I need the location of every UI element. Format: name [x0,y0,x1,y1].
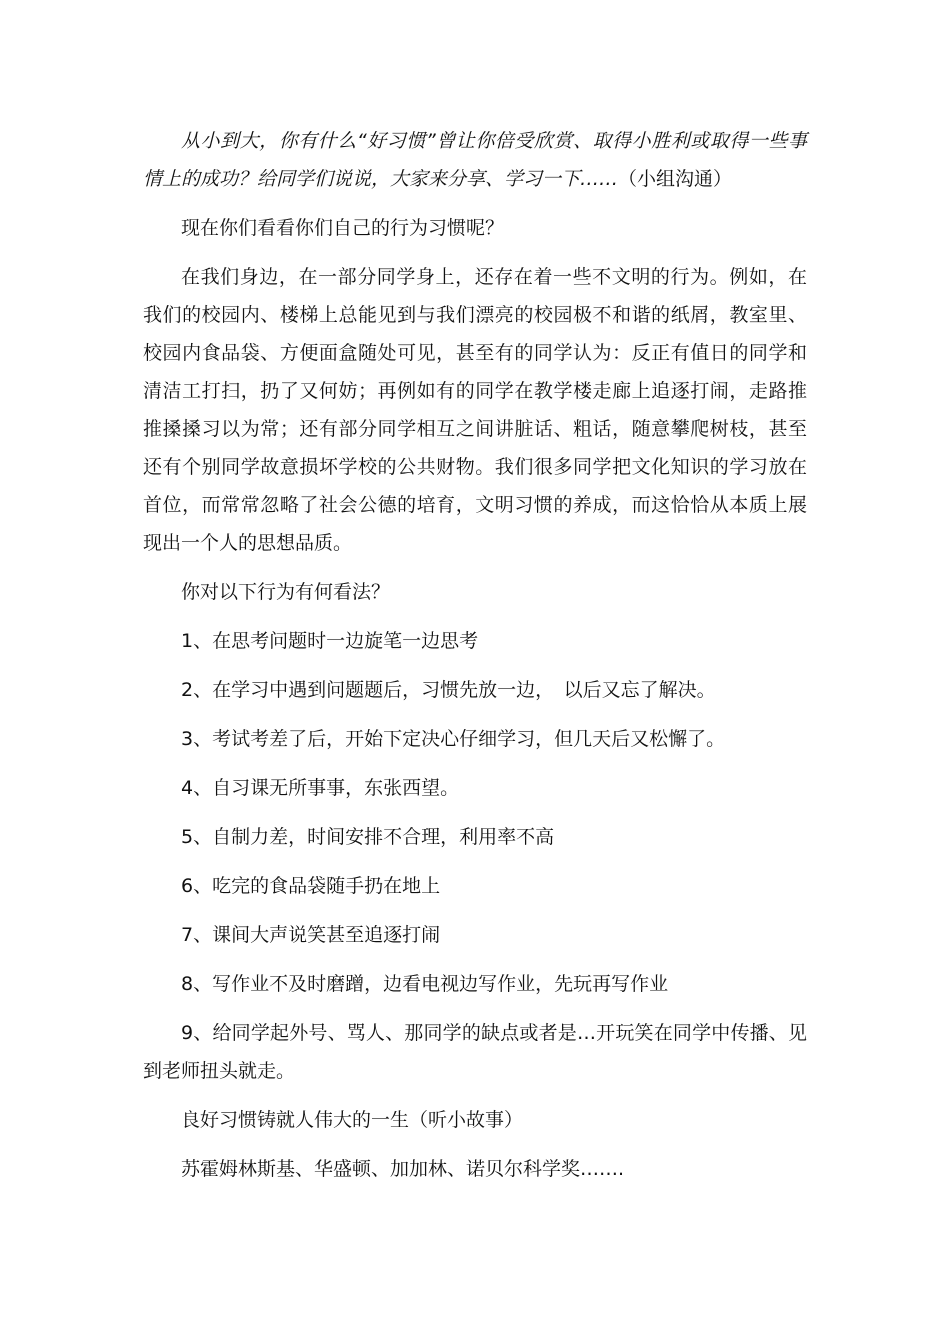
list-item: 7、课间大声说笑甚至追逐打闹 [181,924,441,946]
question-paragraph: 现在你们看看你们自己的行为习惯呢？ [181,217,505,239]
list-item: 1、在思考问题时一边旋笔一边思考 [181,630,479,652]
document-body [143,122,807,1199]
intro-italic-text: 从小到大，你有什么“好习惯”曾让你倍受欣赏、取得小胜利或取得一些事情上的成功？给同学们说说，大家来分享、学习一下…… [143,130,807,190]
closing-names: 苏霍姆林斯基、华盛顿、加加林、诺贝尔科学奖……. [181,1158,625,1180]
intro-paragraph [143,122,807,198]
list-item: 2、在学习中遇到问题题后，习惯先放一边， 以后又忘了解决。 [181,679,716,701]
list-item: 8、写作业不及时磨蹭，边看电视边写作业，先玩再写作业 [181,973,669,995]
list-item: 4、自习课无所事事，东张西望。 [181,777,460,799]
opinion-question: 你对以下行为有何看法？ [181,581,391,603]
closing-heading: 良好习惯铸就人伟大的一生（听小故事） [181,1109,524,1131]
list-item: 6、吃完的食品袋随手扔在地上 [181,875,441,897]
list-item: 3、考试考差了后，开始下定决心仔细学习，但几天后又松懈了。 [181,728,726,750]
behavior-paragraph: 在我们身边，在一部分同学身上，还存在着一些不文明的行为。例如，在我们的校园内、楼梯上总能见到与我们漂亮的校园极不和谐的纸屑，教室里、校园内食品袋、方便面盒随处可见，甚至有的同学认为：反正有值日的同学和清洁工打扫，扔了又何妨；再例如有的同学在教学楼走廊上追逐打闹，走路推推搡搡习以为常；还有部分同学相互之间讲脏话、粗话，随意攀爬树枝，甚至还有个别同学故意损坏学校的公共财物。我们很多同学把文化知识的学习放在首位，而常常忽略了社会公德的培育，文明习惯的养成，而这恰恰从本质上展现出一个人的思想品质。 [143,266,807,554]
intro-suffix: （小组沟通） [618,168,733,190]
list-item: 9、给同学起外号、骂人、那同学的缺点或者是…开玩笑在同学中传播、见到老师扭头就走。 [143,1022,807,1082]
list-item: 5、自制力差，时间安排不合理，利用率不高 [181,826,555,848]
